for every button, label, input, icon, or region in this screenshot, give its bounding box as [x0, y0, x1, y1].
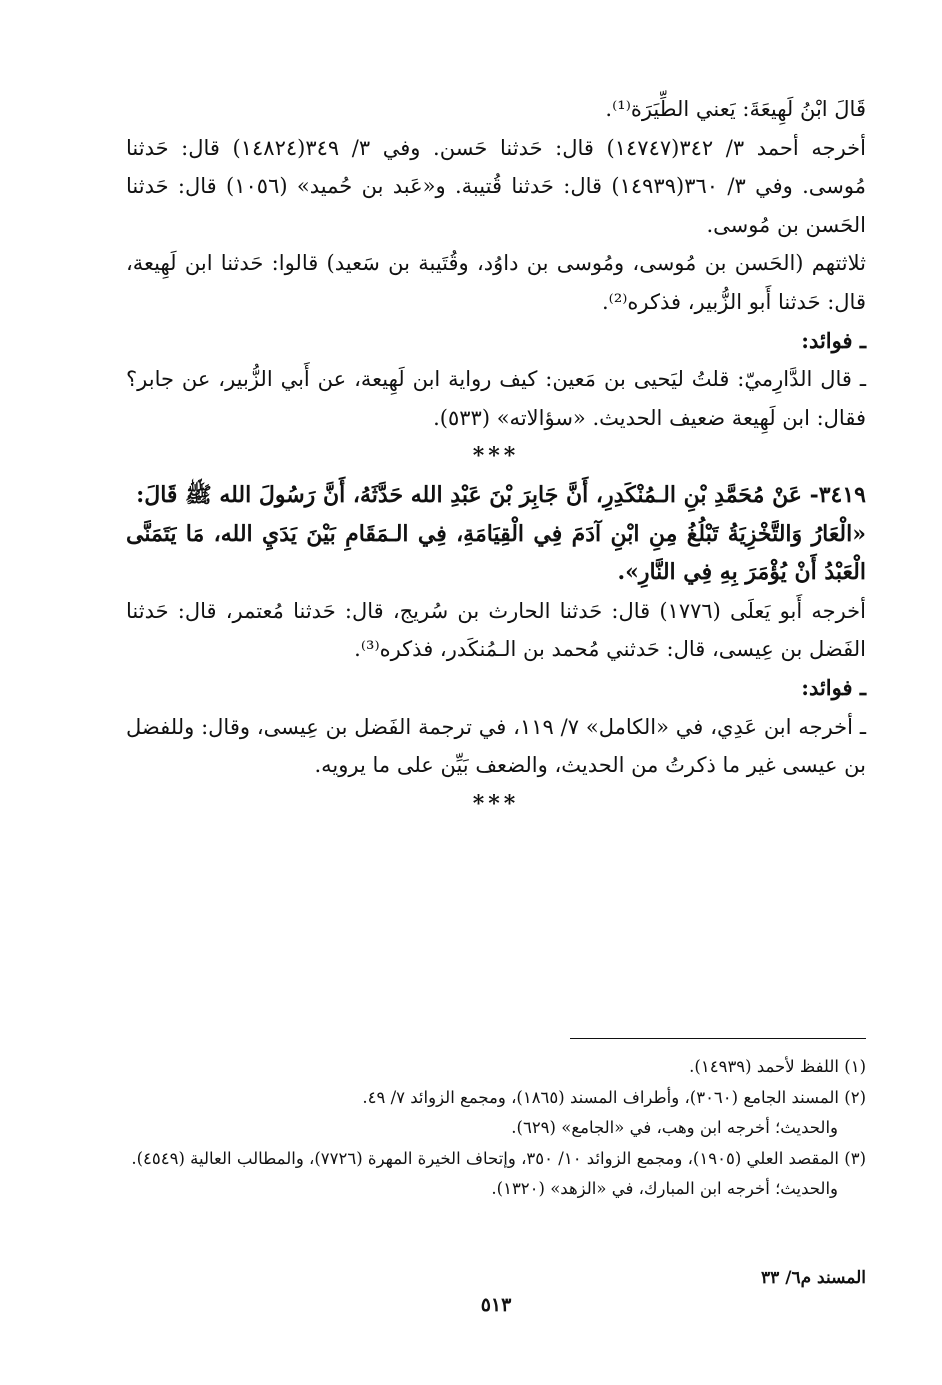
section-separator-2: *** [472, 790, 520, 817]
benefits-heading: ـ فوائد: [801, 327, 866, 353]
volume-signature: المسند م٦/ ٣٣ [761, 1268, 866, 1288]
footnote-divider [570, 1038, 866, 1039]
section-separator: *** [472, 443, 520, 470]
takhrij-paragraph: أخرجه أحمد ٣/ ٣٤٢(١٤٧٤٧) قال: حَدثنا حَسن. وفي ٣/ ٣٤٩(١٤٨٢٤) قال: حَدثنا مُوسى. وفي ٣/ ٣٦٠(١٤٩٣٩) قال: حَدثنا قُتيبة. و«عَبد بن حُميد» (١٠٥٦) قال: حَدثنا الحَسن بن مُوسى. [126, 135, 866, 237]
main-text [126, 90, 866, 823]
footnote-1: (١) اللفظ لأحمد (١٤٩٣٩). [689, 1057, 866, 1076]
benefit-paragraph-2: ـ أخرجه ابن عَدِي، في «الكامل» ٧/ ١١٩، في ترجمة الفَضل بن عِيسى، وقال: وللفضل بن عيسى غير ما ذكرتُ من الحديث، والضعف بَيِّن على ما يرويه. [126, 714, 866, 778]
chain-paragraph: ثلاثتهم (الحَسن بن مُوسى، ومُوسى بن داوُد، وقُتَيبة بن سَعيد) قالوا: حَدثنا ابن لَهِيعة، قال: حَدثنا أَبو الزُّبير، فذكره⁽²⁾. [126, 251, 866, 314]
benefits-heading-2: ـ فوائد: [801, 674, 866, 700]
footnotes [126, 1052, 866, 1205]
hadith-3419-matn: «الْعَارُ وَالتَّخْزِيَةُ تَبْلُغُ مِنِ ابْنِ آدَمَ فِي الْقِيَامَةِ، فِي الـمَقَامِ بَيْنَ يَدَيِ الله، مَا يَتَمَنَّى الْعَبْدُ أَنْ يُؤْمَرَ بِهِ فِي النَّارِ». [126, 520, 866, 586]
hadith-3419-isnad: ٣٤١٩- عَنْ مُحَمَّدِ بْنِ الـمُنْكَدِرِ، أَنَّ جَابِرَ بْنَ عَبْدِ الله حَدَّثَهُ، أَنَّ رَسُولَ الله ﷺ قَالَ: [136, 481, 866, 508]
document-page [126, 90, 866, 1340]
footnote-2: (٢) المسند الجامع (٣٠٦٠)، وأطراف المسند (١٨٦٥)، ومجمع الزوائد ٧/ ٤٩. [362, 1087, 866, 1107]
footnote-3-continuation: والحديث؛ أخرجه ابن المبارك، في «الزهد» (١٣٢٠). [491, 1179, 838, 1198]
footnote-3: (٣) المقصد العلي (١٩٠٥)، ومجمع الزوائد ١٠/ ٣٥٠، وإتحاف الخيرة المهرة (٧٧٢٦)، والمطالب العالية (٤٥٤٩). [131, 1148, 866, 1168]
takhrij-paragraph-2: أخرجه أَبو يَعلَى (١٧٧٦) قال: حَدثنا الحارث بن سُريج، قال: حَدثنا مُعتمر، قال: حَدثنا الفَضل بن عِيسى، قال: حَدثني مُحمد بن الـمُنكَدر، فذكره⁽³⁾. [126, 598, 866, 662]
page-number: ٥١٣ [480, 1294, 512, 1316]
footnote-2-continuation: والحديث؛ أخرجه ابن وهب، في «الجامع» (٦٢٩). [511, 1118, 838, 1137]
benefit-paragraph: ـ قال الدَّارِميّ: قلتُ ليَحيى بن مَعين: كيف رواية ابن لَهِيعة، عن أَبي الزُّبير، عن جابر؟ فقال: ابن لَهِيعة ضعيف الحديث. «سؤالاته» (٥٣٣). [126, 367, 866, 430]
hadith-continuation: قَالَ ابْنُ لَهِيعَةَ: يَعني الطِّيَرَة⁽¹⁾. [605, 97, 866, 121]
